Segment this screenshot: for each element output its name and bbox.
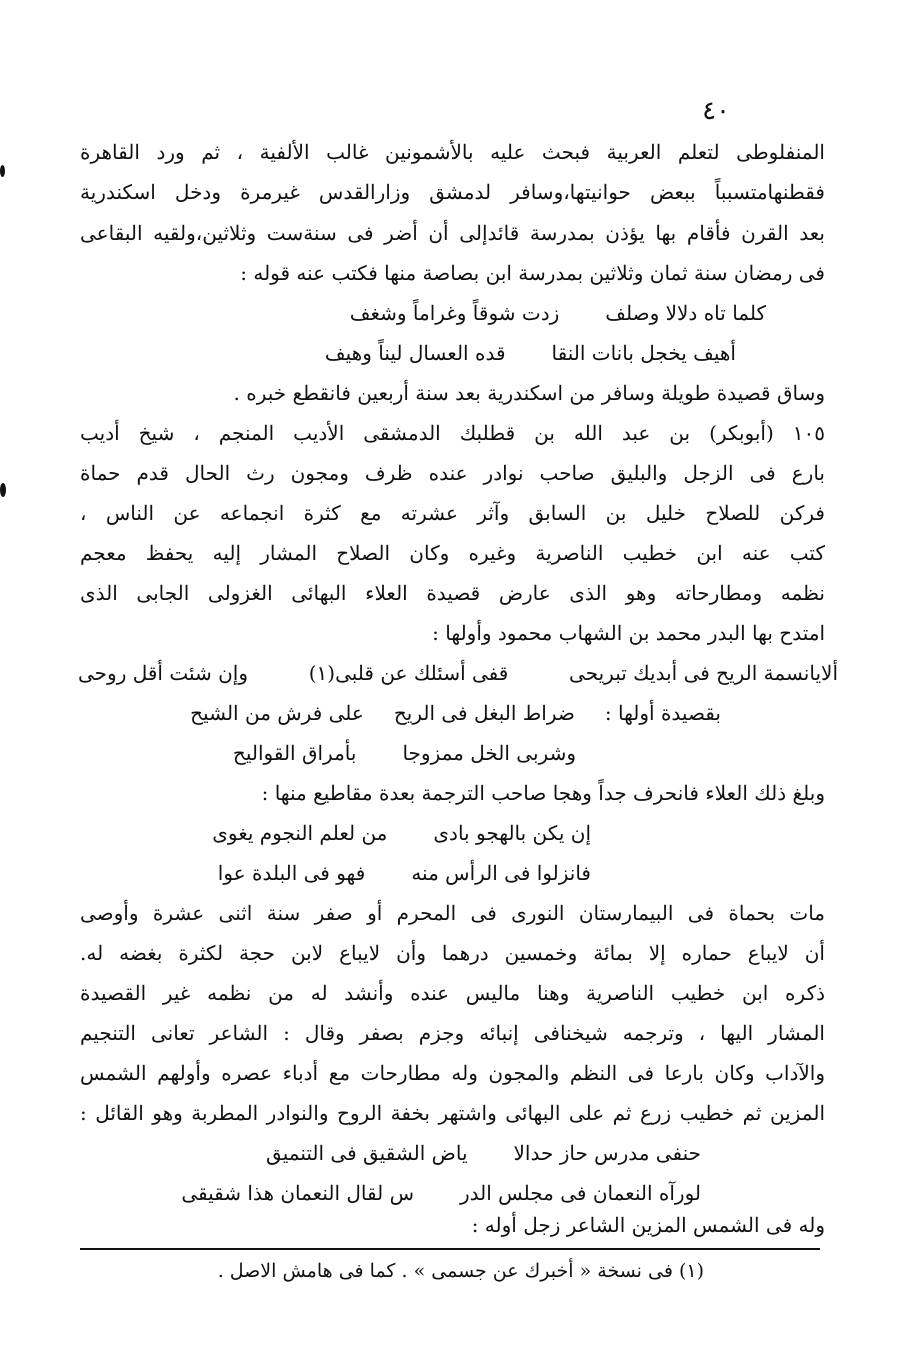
text-line: ذكره ابن خطيب الناصرية وهنا ماليس عنده وأنشد له من نظمه غير القصيدة xyxy=(80,981,825,1005)
verse-hemistich: وإن شئت أقل روحى xyxy=(78,661,249,685)
text-line: بعد القرن فأقام بها يؤذن بمدرسة قائدإلى أن أضر فى سنةست وثلاثين،ولقيه البقاعى xyxy=(80,221,825,245)
verse-hemistich: زدت شوقاً وغراماً وشغف xyxy=(349,301,560,325)
margin-mark xyxy=(0,165,5,177)
text-line: أن لايباع حماره إلا بمائة وخمسين درهما وأن لايباع لابن حجة لكثرة بغضه له. xyxy=(80,941,825,965)
footnote: (١) فى نسخة « أخبرك عن جسمى » . كما فى هامش الاصل . xyxy=(217,1260,704,1282)
text-line: كتب عنه ابن خطيب الناصرية وغيره وكان الصلاح المشار إليه يحفظ معجم xyxy=(80,541,825,565)
text-line: والآداب وكان بارعا فى النظم والمجون وله مطارحات مع أدباء عصره وأولهم الشمس xyxy=(80,1061,825,1085)
text-line: المزين ثم خطيب زرع ثم على البهائى واشتهر بخفة الروح والنوادر المطربة وهو القائل : xyxy=(80,1101,825,1125)
verse-line xyxy=(350,298,766,332)
verse-hemistich: لورآه النعمان فى مجلس الدر xyxy=(459,1181,701,1205)
page-number: ٤٠ xyxy=(702,96,730,126)
verse-intro: بقصيدة أولها : xyxy=(604,701,721,725)
verse-line xyxy=(325,338,736,372)
verse-hemistich: فهو فى البلدة عوا xyxy=(217,861,366,885)
text-line: مات بحماة فى البيمارستان النورى فى المحرم أو صفر سنة اثنى عشرة وأوصى xyxy=(80,901,825,925)
text-line: نظمه ومطارحاته وهو الذى عارض قصيدة العلاء البهائى الغزولى الجابى الذى xyxy=(80,581,825,605)
text-line: وله فى الشمس المزين الشاعر زجل أوله : xyxy=(471,1213,825,1237)
text-line: فقطنهامتسبباً ببعض حوانيتها،وسافر لدمشق وزارالقدس غيرمرة ودخل اسكندرية xyxy=(80,180,825,204)
text-line: فى رمضان سنة ثمان وثلاثين بمدرسة ابن بصاصة منها فكتب عنه قوله : xyxy=(240,261,825,285)
verse-line xyxy=(181,1178,701,1212)
verse-line xyxy=(78,658,838,692)
verse-hemistich: وشربى الخل ممزوجا xyxy=(402,741,576,765)
verse-hemistich: على فرش من الشيح xyxy=(190,701,364,725)
text-line: وساق قصيدة طويلة وسافر من اسكندرية بعد سنة أربعين فانقطع خبره . xyxy=(233,381,825,405)
verse-line xyxy=(218,858,591,892)
verse-line xyxy=(212,818,591,852)
text-line: امتدح بها البدر محمد بن الشهاب محمود وأولها : xyxy=(432,621,825,645)
verse-hemistich: من لعلم النجوم يغوى xyxy=(212,821,388,845)
verse-line xyxy=(233,738,576,772)
entry-heading-line: ١٠٥ (أبوبكر) بن عبد الله بن قطلبك الدمشقى الأديب المنجم ، شيخ أديب xyxy=(80,421,825,445)
verse-line xyxy=(190,698,721,732)
text-line: وبلغ ذلك العلاء فانحرف جداً وهجا صاحب الترجمة بعدة مقاطيع منها : xyxy=(261,781,825,805)
verse-hemistich: بأمراق القواليح xyxy=(232,741,357,765)
text-line: فركن للصلاح خليل بن السابق وآثر عشرته مع كثرة انجماعه عن الناس ، xyxy=(80,501,825,525)
verse-hemistich: ياض الشقيق فى التنميق xyxy=(266,1141,468,1165)
verse-hemistich: أهيف يخجل بانات النقا xyxy=(551,341,736,365)
footnote-divider xyxy=(80,1248,820,1250)
verse-hemistich: كلما تاه دلالا وصلف xyxy=(605,301,766,325)
verse-hemistich: فانزلوا فى الرأس منه xyxy=(411,861,591,885)
verse-hemistich: ألايانسمة الريح فى أبديك تبريحى xyxy=(569,661,838,685)
verse-hemistich: ضراط البغل فى الريح xyxy=(393,701,575,725)
text-line: المشار اليها ، وترجمه شيخنافى إنبائه وجزم بصفر وقال : الشاعر تعانى التنجيم xyxy=(80,1021,825,1045)
verse-hemistich: إن يكن بالهجو بادى xyxy=(433,821,591,845)
margin-mark xyxy=(0,483,6,497)
text-line: المنفلوطى لتعلم العربية فبحث عليه بالأشمونين غالب الألفية ، ثم ورد القاهرة xyxy=(80,140,825,164)
verse-hemistich: حنفى مدرس حاز حدالا xyxy=(513,1141,701,1165)
verse-hemistich: س لقال النعمان هذا شقيقى xyxy=(181,1181,414,1205)
verse-hemistich: قده العسال ليناً وهيف xyxy=(324,341,506,365)
text-line: بارع فى الزجل والبليق صاحب نوادر عنده ظرف ومجون رث الحال قدم حماة xyxy=(80,461,825,485)
verse-line xyxy=(266,1138,701,1172)
verse-hemistich: قفى أسئلك عن قلبى(١) xyxy=(308,661,509,685)
